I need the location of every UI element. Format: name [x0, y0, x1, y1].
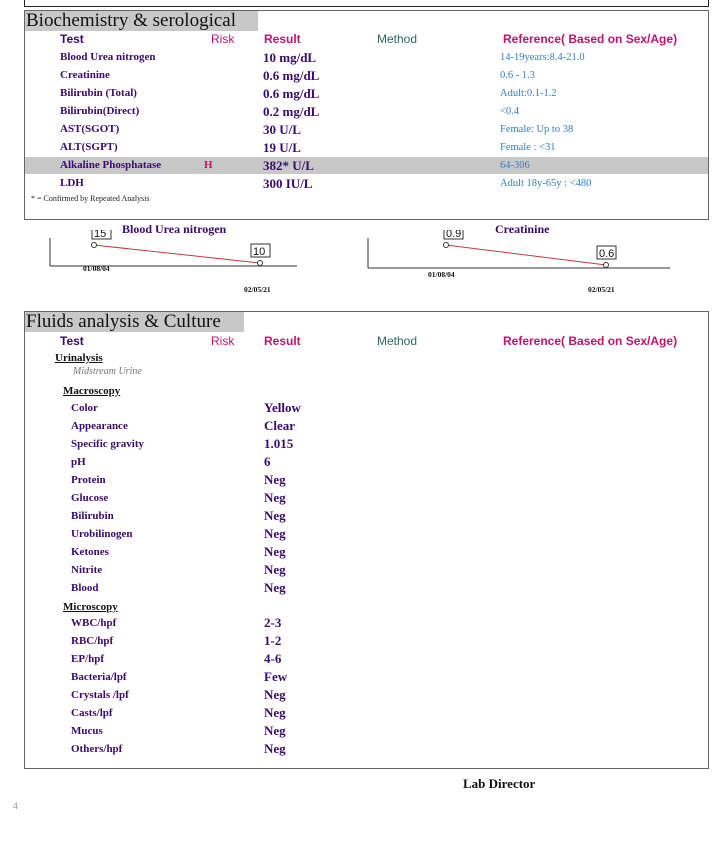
table-row: [25, 139, 708, 156]
result-value: Clear: [264, 418, 296, 433]
data-point: [444, 243, 449, 248]
result-value: 382* U/L: [263, 158, 314, 173]
risk-flag: H: [204, 159, 213, 171]
list-item: [25, 632, 708, 650]
test-name: WBC/hpf: [71, 617, 117, 629]
result-value: Yellow: [264, 400, 301, 415]
test-name: Protein: [71, 474, 106, 486]
biochemistry-title: Biochemistry & serological: [25, 11, 258, 31]
microscopy-label: Microscopy: [63, 601, 118, 613]
reference-range: Female : <31: [500, 142, 556, 153]
result-value: Neg: [264, 526, 286, 541]
repeat-analysis-note: * = Confirmed by Repeated Analysis: [31, 194, 150, 203]
test-name: AST(SGOT): [60, 123, 120, 135]
result-value: Neg: [264, 544, 286, 559]
header-test: Test: [60, 32, 84, 46]
test-name: Glucose: [71, 492, 109, 504]
urinalysis-group: Urinalysis: [55, 352, 103, 364]
creatinine-chart-title: Creatinine: [495, 222, 550, 236]
result-value: Neg: [264, 580, 286, 595]
list-item: [25, 507, 708, 525]
list-item: [25, 471, 708, 489]
macroscopy-label: Macroscopy: [63, 385, 121, 397]
result-value: Neg: [264, 508, 286, 523]
test-name: ALT(SGPT): [60, 141, 118, 153]
test-name: Color: [71, 402, 98, 414]
result-value: Neg: [264, 490, 286, 505]
creatinine-x-tick-2: 02/05/21: [588, 285, 615, 294]
lab-director-signature-label: Lab Director: [463, 776, 536, 791]
bun-trend-chart: [50, 230, 297, 266]
result-value: 10 mg/dL: [263, 50, 317, 65]
fluids-header-result: Result: [264, 334, 301, 348]
test-name: Others/hpf: [71, 743, 123, 755]
result-value: 6: [264, 454, 271, 469]
list-item: [25, 579, 708, 597]
test-name: Ketones: [71, 546, 109, 558]
list-item: [25, 399, 708, 417]
list-item: [25, 417, 708, 435]
list-item: [25, 525, 708, 543]
result-value: Few: [264, 669, 288, 684]
reference-range: <0.4: [500, 106, 520, 117]
series-line: [446, 245, 606, 265]
fluids-header-risk: Risk: [211, 334, 235, 348]
test-name: Creatinine: [60, 69, 110, 81]
test-name: Nitrite: [71, 564, 103, 576]
list-item: [25, 668, 708, 686]
fluids-title: Fluids analysis & Culture: [25, 312, 244, 332]
fluids-section: [24, 311, 709, 769]
data-label: 10: [253, 246, 266, 258]
result-value: 0.6 mg/dL: [263, 68, 320, 83]
test-name: pH: [71, 456, 86, 468]
test-name: Bilirubin (Total): [60, 87, 137, 99]
test-name: Urobilinogen: [71, 528, 133, 540]
reference-range: 64-306: [500, 160, 530, 171]
result-value: 4-6: [264, 651, 282, 666]
reference-range: 14-19years:8.4-21.0: [500, 52, 585, 63]
series-line: [94, 245, 260, 263]
header-reference: Reference( Based on Sex/Age): [503, 32, 678, 46]
list-item: [25, 686, 708, 704]
test-name: Mucus: [71, 725, 103, 737]
result-value: Neg: [264, 705, 286, 720]
result-value: Neg: [264, 687, 286, 702]
table-row: [25, 103, 708, 120]
data-point: [604, 263, 609, 268]
previous-section-border: [24, 0, 709, 7]
reference-range: 0.6 - 1.3: [500, 70, 535, 81]
data-label: 15: [94, 230, 107, 240]
header-result: Result: [264, 32, 301, 46]
creatinine-trend-chart: [368, 230, 670, 268]
list-item: [25, 561, 708, 579]
list-item: [25, 704, 708, 722]
table-row: [25, 175, 708, 192]
list-item: [25, 650, 708, 668]
table-row: [25, 49, 708, 66]
reference-range: Adult:0.1-1.2: [500, 88, 557, 99]
result-value: Neg: [264, 472, 286, 487]
data-point: [258, 261, 263, 266]
list-item: [25, 722, 708, 740]
list-item: [25, 740, 708, 758]
header-method: Method: [377, 32, 418, 46]
creatinine-x-tick-1: 01/08/04: [428, 270, 455, 279]
reference-range: Adult 18y-65y : <480: [500, 178, 592, 189]
page-number: 4: [13, 801, 19, 811]
test-name: Bacteria/lpf: [71, 671, 127, 683]
result-value: Neg: [264, 562, 286, 577]
test-name: Blood Urea nitrogen: [60, 51, 156, 63]
test-name: Crystals /lpf: [71, 689, 129, 701]
result-value: 19 U/L: [263, 140, 301, 155]
test-name: Alkaline Phosphatase: [60, 159, 162, 171]
reference-range: Female: Up to 38: [500, 124, 574, 135]
list-item: [25, 435, 708, 453]
table-row: [25, 157, 708, 174]
biochemistry-section: [24, 10, 709, 220]
result-value: Neg: [264, 723, 286, 738]
list-item: [25, 614, 708, 632]
result-value: 0.2 mg/dL: [263, 104, 320, 119]
test-name: Bilirubin(Direct): [60, 105, 140, 117]
result-value: 1.015: [264, 436, 294, 451]
data-label: 0.6: [599, 248, 615, 260]
test-name: Specific gravity: [71, 438, 145, 450]
test-name: EP/hpf: [71, 653, 105, 665]
result-value: Neg: [264, 741, 286, 756]
test-name: Blood: [71, 582, 99, 594]
test-name: Appearance: [71, 420, 128, 432]
result-value: 0.6 mg/dL: [263, 86, 320, 101]
result-value: 1-2: [264, 633, 282, 648]
header-risk: Risk: [211, 32, 235, 46]
list-item: [25, 543, 708, 561]
bun-chart-title: Blood Urea nitrogen: [122, 222, 227, 236]
list-item: [25, 453, 708, 471]
data-point: [92, 243, 97, 248]
test-name: RBC/hpf: [71, 635, 114, 647]
result-value: 2-3: [264, 615, 282, 630]
fluids-header-reference: Reference( Based on Sex/Age): [503, 334, 678, 348]
table-row: [25, 121, 708, 138]
test-name: Bilirubin: [71, 510, 114, 522]
fluids-header-test: Test: [60, 334, 84, 348]
test-name: Casts/lpf: [71, 707, 113, 719]
result-value: 30 U/L: [263, 122, 301, 137]
list-item: [25, 489, 708, 507]
bun-x-tick-1: 01/08/04: [83, 264, 110, 273]
data-label: 0.9: [446, 230, 462, 240]
table-row: [25, 85, 708, 102]
test-name: LDH: [60, 177, 84, 189]
result-value: 300 IU/L: [263, 176, 313, 191]
fluids-header-method: Method: [377, 334, 418, 348]
bun-x-tick-2: 02/05/21: [244, 285, 271, 294]
table-row: [25, 67, 708, 84]
specimen-type: Midstream Urine: [73, 366, 142, 377]
